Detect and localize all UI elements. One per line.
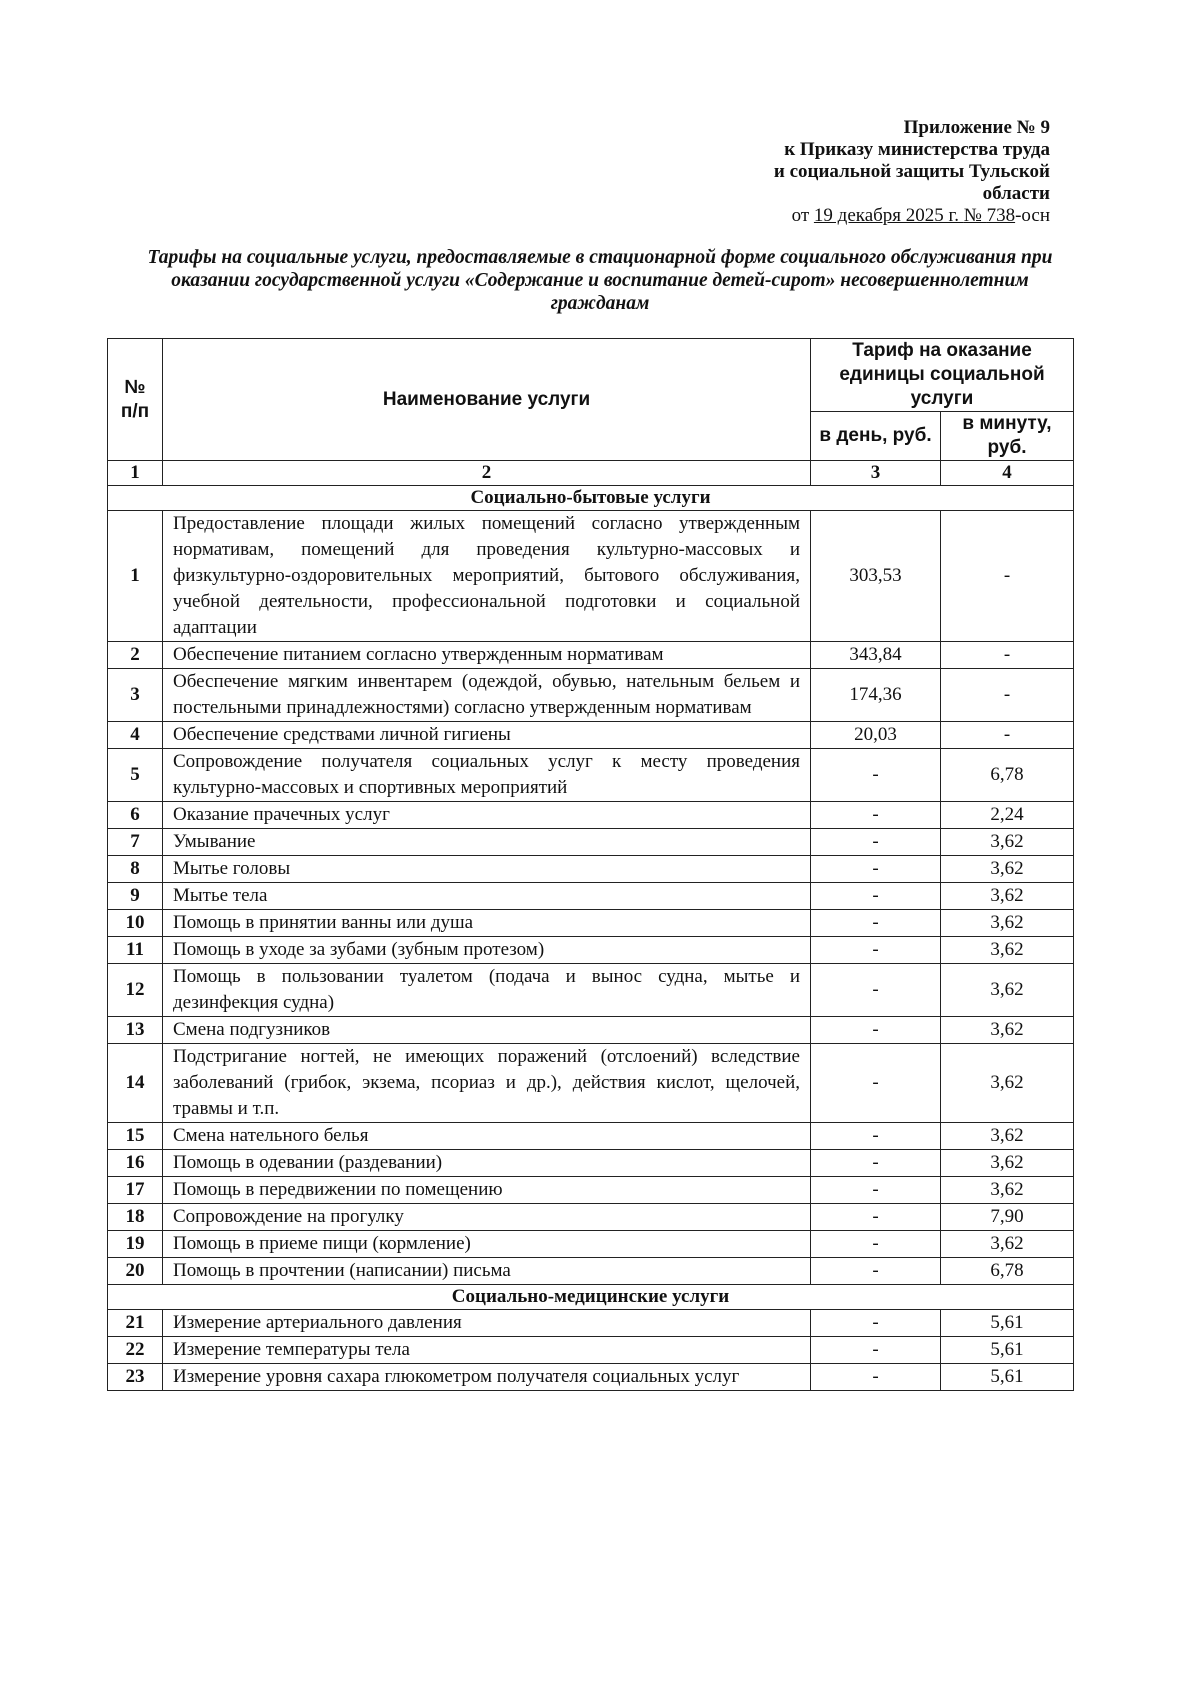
table-row xyxy=(108,1123,1074,1150)
service-name: Мытье головы xyxy=(163,856,811,883)
service-name: Сопровождение на прогулку xyxy=(163,1204,811,1231)
table-row xyxy=(108,964,1074,1017)
document-title: Тарифы на социальные услуги, предоставляемые в стационарной форме социального обслуживания при оказании государственной услуги «Содержание и воспитание детей-сирот» несовершеннолетним гражданам xyxy=(147,247,1053,314)
table-row xyxy=(108,749,1074,802)
tariff-per-day: - xyxy=(811,1337,941,1364)
tariff-per-minute: 5,61 xyxy=(941,1337,1074,1364)
table-row xyxy=(108,910,1074,937)
tariff-per-minute: 3,62 xyxy=(941,829,1074,856)
tariff-per-day: 303,53 xyxy=(811,511,941,642)
tariff-per-minute: 3,62 xyxy=(941,883,1074,910)
tariff-per-day: - xyxy=(811,910,941,937)
tariff-per-minute: 3,62 xyxy=(941,856,1074,883)
header-minute: в минуту, руб. xyxy=(941,412,1074,461)
row-number: 6 xyxy=(108,802,163,829)
appendix-header xyxy=(774,117,1050,227)
col-number: 4 xyxy=(941,461,1074,486)
header-day: в день, руб. xyxy=(811,412,941,461)
tariff-per-day: - xyxy=(811,937,941,964)
order-line-3: и социальной защиты Тульской xyxy=(773,161,1050,182)
tariff-per-day: - xyxy=(811,1017,941,1044)
tariff-per-minute: 7,90 xyxy=(941,1204,1074,1231)
order-line-4: области xyxy=(982,183,1050,204)
service-name: Помощь в пользовании туалетом (подача и вынос судна, мытье и дезинфекция судна) xyxy=(163,964,811,1017)
table-row xyxy=(108,937,1074,964)
table-row xyxy=(108,1258,1074,1285)
table-row xyxy=(108,1017,1074,1044)
table-row xyxy=(108,642,1074,669)
tariff-per-day: - xyxy=(811,1204,941,1231)
row-number: 15 xyxy=(108,1123,163,1150)
table-row xyxy=(108,883,1074,910)
table-row xyxy=(108,511,1074,642)
tariff-per-day: - xyxy=(811,883,941,910)
tariff-per-minute: 3,62 xyxy=(941,1123,1074,1150)
table-row xyxy=(108,1231,1074,1258)
row-number: 12 xyxy=(108,964,163,1017)
col-number: 1 xyxy=(108,461,163,486)
order-line-2: к Приказу министерства труда xyxy=(784,139,1050,160)
tariff-table xyxy=(107,338,1074,1391)
tariff-per-day: - xyxy=(811,1044,941,1123)
section-row xyxy=(108,486,1074,511)
table-row xyxy=(108,1177,1074,1204)
tariff-per-minute: 6,78 xyxy=(941,749,1074,802)
row-number: 2 xyxy=(108,642,163,669)
appendix-number: Приложение № 9 xyxy=(903,117,1050,138)
row-number: 8 xyxy=(108,856,163,883)
order-number: 738 xyxy=(986,205,1016,226)
service-name: Помощь в приеме пищи (кормление) xyxy=(163,1231,811,1258)
tariff-per-day: 174,36 xyxy=(811,669,941,722)
tariff-per-minute: 5,61 xyxy=(941,1310,1074,1337)
table-row xyxy=(108,669,1074,722)
row-number: 16 xyxy=(108,1150,163,1177)
tariff-per-minute: - xyxy=(941,722,1074,749)
tariff-per-day: 20,03 xyxy=(811,722,941,749)
table-row xyxy=(108,722,1074,749)
table-row xyxy=(108,1204,1074,1231)
service-name: Измерение артериального давления xyxy=(163,1310,811,1337)
service-name: Обеспечение питанием согласно утвержденным нормативам xyxy=(163,642,811,669)
table-row xyxy=(108,856,1074,883)
tariff-per-day: 343,84 xyxy=(811,642,941,669)
tariff-per-day: - xyxy=(811,829,941,856)
table-row xyxy=(108,802,1074,829)
tariff-per-day: - xyxy=(811,856,941,883)
table-row xyxy=(108,1337,1074,1364)
tariff-per-minute: 3,62 xyxy=(941,964,1074,1017)
tariff-per-day: - xyxy=(811,964,941,1017)
order-date-line xyxy=(774,205,1050,227)
header-name: Наименование услуги xyxy=(163,339,811,461)
table-row xyxy=(108,829,1074,856)
tariff-per-minute: 2,24 xyxy=(941,802,1074,829)
row-number: 5 xyxy=(108,749,163,802)
tariff-per-day: - xyxy=(811,1231,941,1258)
service-name: Смена подгузников xyxy=(163,1017,811,1044)
row-number: 13 xyxy=(108,1017,163,1044)
service-name: Помощь в уходе за зубами (зубным протезом) xyxy=(163,937,811,964)
tariff-per-day: - xyxy=(811,1177,941,1204)
row-number: 1 xyxy=(108,511,163,642)
section-title: Социально-бытовые услуги xyxy=(108,486,1074,511)
service-name: Умывание xyxy=(163,829,811,856)
order-date: 19 декабря 2025 г. xyxy=(813,205,964,226)
tariff-per-day: - xyxy=(811,749,941,802)
number-suffix: -осн xyxy=(1015,205,1050,226)
row-number: 7 xyxy=(108,829,163,856)
table-row xyxy=(108,1364,1074,1391)
tariff-per-minute: 3,62 xyxy=(941,1177,1074,1204)
row-number: 3 xyxy=(108,669,163,722)
col-number: 2 xyxy=(163,461,811,486)
service-name: Обеспечение средствами личной гигиены xyxy=(163,722,811,749)
service-name: Оказание прачечных услуг xyxy=(163,802,811,829)
service-name: Измерение уровня сахара глюкометром получателя социальных услуг xyxy=(163,1364,811,1391)
tariff-per-day: - xyxy=(811,1258,941,1285)
tariff-per-minute: 3,62 xyxy=(941,910,1074,937)
tariff-per-minute: - xyxy=(941,642,1074,669)
tariff-per-day: - xyxy=(811,1150,941,1177)
tariff-per-minute: 3,62 xyxy=(941,1150,1074,1177)
tariff-per-minute: 6,78 xyxy=(941,1258,1074,1285)
table-row xyxy=(108,1044,1074,1123)
service-name: Помощь в прочтении (написании) письма xyxy=(163,1258,811,1285)
header-no: № п/п xyxy=(108,339,163,461)
col-number: 3 xyxy=(811,461,941,486)
row-number: 20 xyxy=(108,1258,163,1285)
tariff-per-minute: - xyxy=(941,669,1074,722)
tariff-per-minute: 3,62 xyxy=(941,1017,1074,1044)
row-number: 14 xyxy=(108,1044,163,1123)
tariff-per-minute: 3,62 xyxy=(941,1231,1074,1258)
tariff-per-minute: 3,62 xyxy=(941,937,1074,964)
row-number: 23 xyxy=(108,1364,163,1391)
row-number: 18 xyxy=(108,1204,163,1231)
service-name: Помощь в принятии ванны или душа xyxy=(163,910,811,937)
service-name: Помощь в передвижении по помещению xyxy=(163,1177,811,1204)
tariff-per-minute: 3,62 xyxy=(941,1044,1074,1123)
tariff-per-day: - xyxy=(811,1123,941,1150)
service-name: Помощь в одевании (раздевании) xyxy=(163,1150,811,1177)
service-name: Измерение температуры тела xyxy=(163,1337,811,1364)
service-name: Смена нательного белья xyxy=(163,1123,811,1150)
table-row xyxy=(108,1150,1074,1177)
service-name: Подстригание ногтей, не имеющих поражений (отслоений) вследствие заболеваний (грибок, экзема, псориаз и др.), действия кислот, щелочей, травмы и т.п. xyxy=(163,1044,811,1123)
row-number: 19 xyxy=(108,1231,163,1258)
table-row xyxy=(108,1310,1074,1337)
tariff-per-day: - xyxy=(811,1310,941,1337)
tariff-per-day: - xyxy=(811,1364,941,1391)
tariff-per-minute: - xyxy=(941,511,1074,642)
row-number: 4 xyxy=(108,722,163,749)
tariff-per-day: - xyxy=(811,802,941,829)
tariff-per-minute: 5,61 xyxy=(941,1364,1074,1391)
row-number: 11 xyxy=(108,937,163,964)
row-number: 9 xyxy=(108,883,163,910)
row-number: 22 xyxy=(108,1337,163,1364)
service-name: Сопровождение получателя социальных услуг к месту проведения культурно-массовых и спортивных мероприятий xyxy=(163,749,811,802)
service-name: Обеспечение мягким инвентарем (одеждой, обувью, нательным бельем и постельными принадлежностями) согласно утвержденным нормативам xyxy=(163,669,811,722)
section-row xyxy=(108,1285,1074,1310)
date-prefix: от xyxy=(791,205,814,226)
header-tariff: Тариф на оказание единицы социальной услуги xyxy=(811,339,1074,412)
section-title: Социально-медицинские услуги xyxy=(108,1285,1074,1310)
service-name: Предоставление площади жилых помещений согласно утвержденным нормативам, помещений для проведения культурно-массовых и физкультурно-оздоровительных мероприятий, бытового обслуживания, учебной деятельности, профессиональной подготовки и социальной адаптации xyxy=(163,511,811,642)
row-number: 17 xyxy=(108,1177,163,1204)
row-number: 21 xyxy=(108,1310,163,1337)
row-number: 10 xyxy=(108,910,163,937)
service-name: Мытье тела xyxy=(163,883,811,910)
number-prefix: № xyxy=(963,205,987,226)
